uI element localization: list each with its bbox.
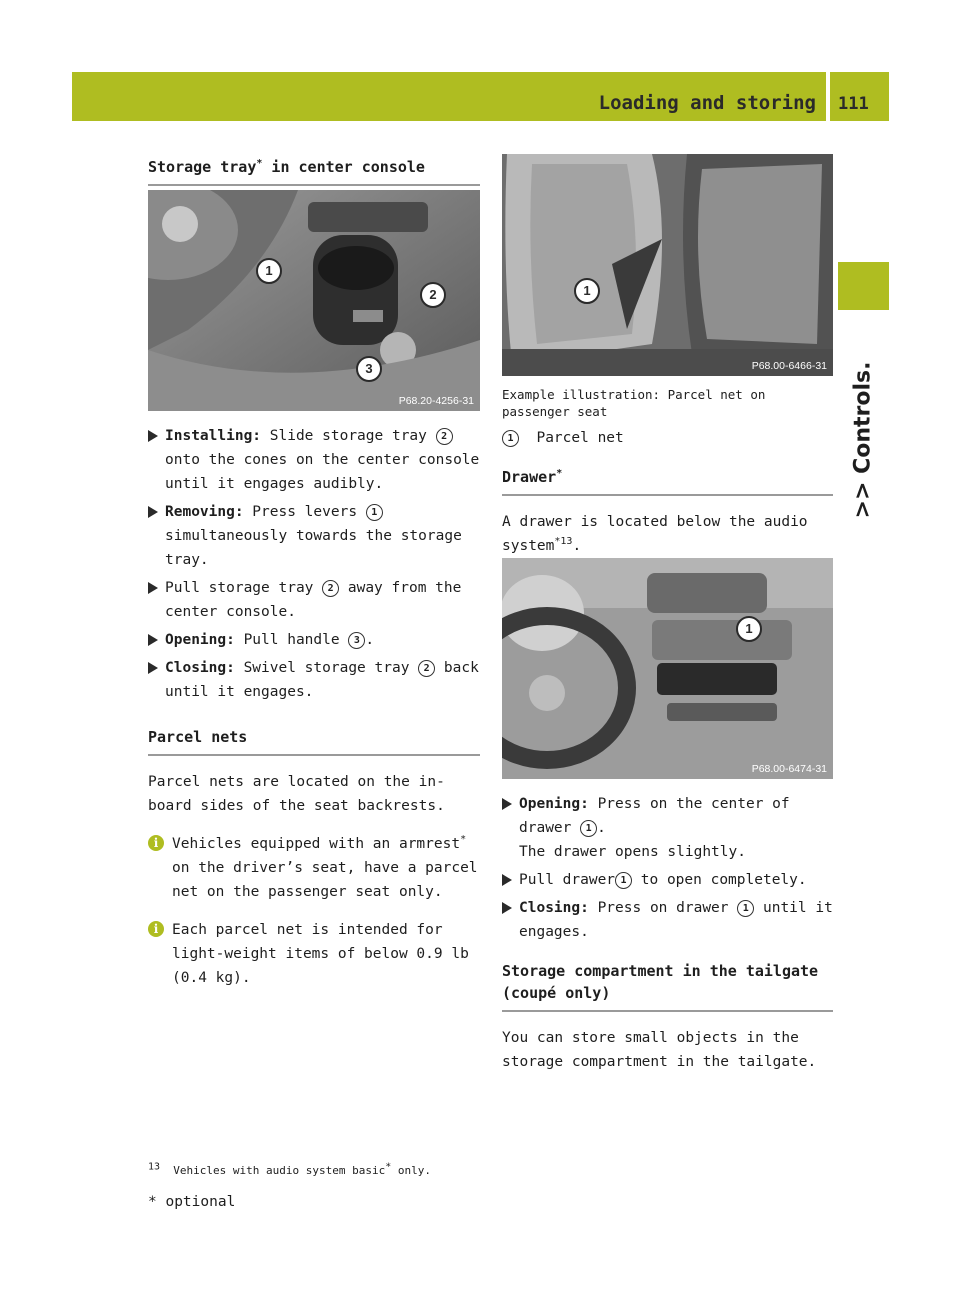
instruction-step: Pull storage tray 2 away from the center console.	[148, 576, 480, 624]
photo-code: P68.00-6474-31	[751, 763, 827, 775]
left-column	[148, 156, 480, 186]
info-icon: i	[148, 835, 164, 851]
tailgate-heading: Storage compartment in the tailgate (coupé only)	[502, 960, 833, 1012]
page-number: 111	[838, 94, 869, 114]
instruction-step: Installing: Slide storage tray 2 onto the cones on the center console until it engages audibly.	[148, 424, 480, 496]
parcel-net-photo	[502, 154, 833, 376]
right-column-lower	[502, 792, 833, 1074]
parcel-nets-heading: Parcel nets	[148, 726, 480, 756]
step-arrow-icon	[148, 430, 158, 442]
callout-1: 1	[736, 616, 762, 642]
footnote: $^{13}$ Vehicles with audio system basic* only.	[148, 1161, 431, 1177]
drawer-photo	[502, 558, 833, 779]
callout-ref: 2	[322, 580, 339, 597]
storage-tray-photo	[148, 190, 480, 411]
header-bar	[72, 72, 889, 121]
left-column-body	[148, 424, 480, 990]
callout-ref: 1	[615, 872, 632, 889]
step-arrow-icon	[148, 634, 158, 646]
callout-ref: 1	[737, 900, 754, 917]
callout-1: 1	[574, 278, 600, 304]
note-weight: i Each parcel net is intended for light-weight items of below 0.9 lb (0.4 kg).	[148, 918, 480, 990]
photo-code: P68.00-6466-31	[751, 360, 827, 372]
step-arrow-icon	[148, 506, 158, 518]
instruction-step: Pull drawer 1 to open completely.	[502, 868, 833, 892]
drawer-steps	[502, 792, 833, 944]
callout-ref: 1	[366, 504, 383, 521]
photo-code: P68.20-4256-31	[398, 395, 474, 407]
photo-caption: Example illustration: Parcel net on passenger seat	[502, 387, 766, 419]
storage-tray-heading: Storage tray* in center console	[148, 156, 480, 186]
step-arrow-icon	[502, 874, 512, 886]
instruction-step: Opening: Pull handle 3 .	[148, 628, 480, 652]
step-result: The drawer opens slightly.	[519, 844, 746, 860]
callout-3: 3	[356, 356, 382, 382]
instruction-step: Removing: Press levers 1 simultaneously towards the storage tray.	[148, 500, 480, 572]
step-arrow-icon	[502, 798, 512, 810]
callout-ref: 1	[580, 820, 597, 837]
section-title: Loading and storing	[598, 92, 816, 114]
instruction-step: Opening: Press on the center of drawer 1 . The drawer opens slightly.	[502, 792, 833, 864]
callout-2: 2	[420, 282, 446, 308]
info-icon: i	[148, 921, 164, 937]
step-arrow-icon	[148, 582, 158, 594]
header-divider	[826, 72, 830, 121]
instruction-step: Closing: Swivel storage tray 2 back until it engages.	[148, 656, 480, 704]
tailgate-text: You can store small objects in the storage compartment in the tailgate.	[502, 1030, 817, 1070]
legend-item: 1 Parcel net	[502, 426, 833, 450]
instruction-step: Closing: Press on drawer 1 until it engages.	[502, 896, 833, 944]
callout-1: 1	[256, 258, 282, 284]
callout-ref: 3	[348, 632, 365, 649]
parcel-nets-text: Parcel nets are located on the in-board sides of the seat backrests.	[148, 774, 445, 814]
drawer-text: A drawer is located below the audio system$^{*13}$.	[502, 514, 808, 554]
side-tab	[838, 262, 889, 310]
drawer-heading: Drawer*	[502, 466, 833, 496]
step-arrow-icon	[148, 662, 158, 674]
step-arrow-icon	[502, 902, 512, 914]
callout-ref: 2	[418, 660, 435, 677]
right-column-body	[502, 386, 833, 558]
storage-tray-steps	[148, 424, 480, 704]
optional-note: * optional	[148, 1194, 236, 1210]
callout-ref: 2	[436, 428, 453, 445]
note-armrest: i Vehicles equipped with an armrest* on the driver’s seat, have a parcel net on the passenger seat only.	[148, 832, 480, 904]
chapter-label: >> Controls.	[850, 361, 876, 519]
